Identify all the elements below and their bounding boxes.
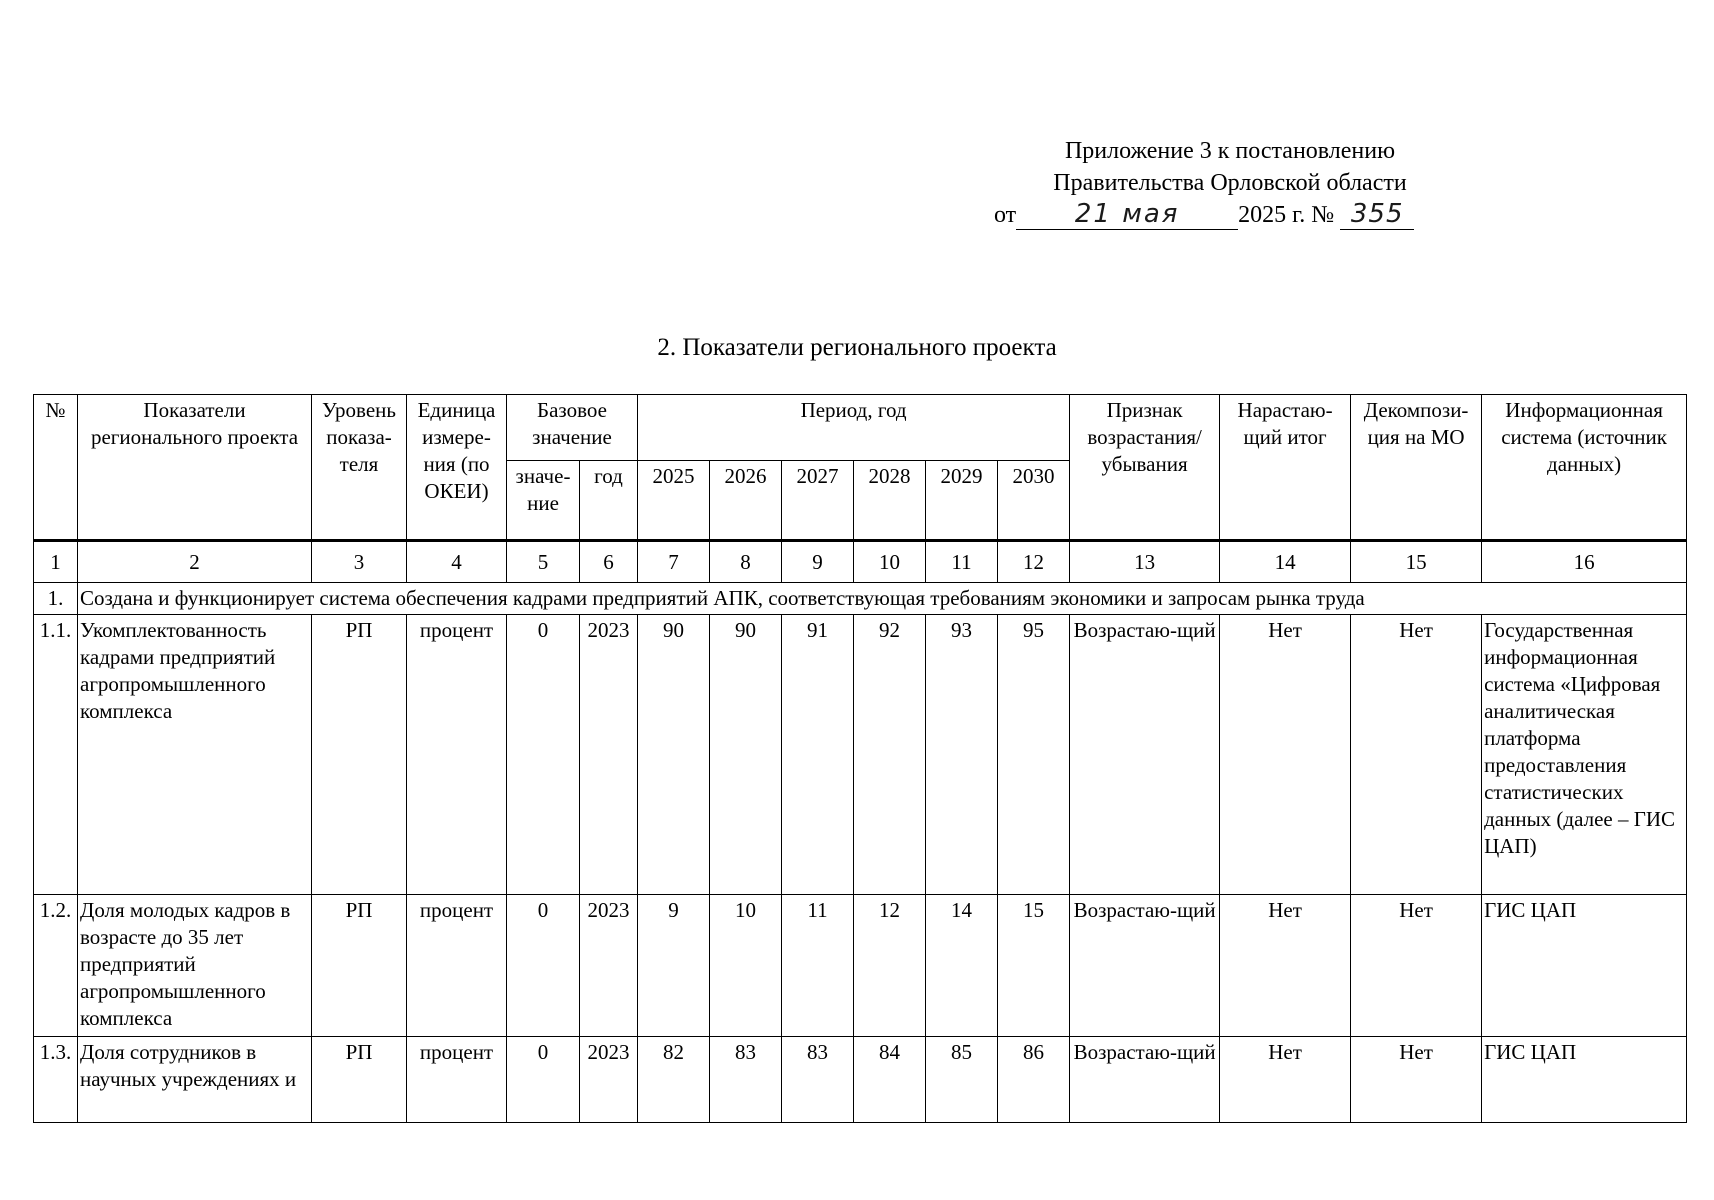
row-no: 1.1. [34,615,78,895]
row-no: 1.3. [34,1037,78,1123]
section-row [34,583,1687,615]
table-row [34,615,1687,895]
header-base: Базовое значение [507,395,638,461]
header-level: Уровень показа-теля [312,395,407,541]
table-row [34,895,1687,1037]
row-level: РП [312,1037,407,1123]
row-base-year: 2023 [580,895,638,1037]
header-base-year: год [580,461,638,541]
table-row [34,1037,1687,1123]
row-infosystem: ГИС ЦАП [1482,1037,1687,1123]
section-no: 1. [34,583,78,615]
row-value-2030: 15 [998,895,1070,1037]
header-year-2028: 2028 [854,461,926,541]
colnum: 3 [312,541,407,583]
row-value-2028: 84 [854,1037,926,1123]
handwritten-date: 21 мая [1016,203,1238,230]
row-decomposition: Нет [1351,895,1482,1037]
row-value-2030: 86 [998,1037,1070,1123]
colnum: 4 [407,541,507,583]
header-year-2030: 2030 [998,461,1070,541]
row-value-2025: 82 [638,1037,710,1123]
colnum: 7 [638,541,710,583]
row-value-2026: 90 [710,615,782,895]
row-indicator: Доля молодых кадров в возрасте до 35 лет предприятий агропромышленного комплекса [78,895,312,1037]
colnum: 10 [854,541,926,583]
row-trend: Возрастаю-щий [1070,895,1220,1037]
row-base-year: 2023 [580,615,638,895]
colnum: 8 [710,541,782,583]
appendix-line-2: Правительства Орловской области [1053,170,1407,196]
row-level: РП [312,895,407,1037]
row-base-value: 0 [507,1037,580,1123]
row-indicator: Укомплектованность кадрами предприятий агропромышленного комплекса [78,615,312,895]
colnum: 1 [34,541,78,583]
section-title: Создана и функционирует система обеспечения кадрами предприятий АПК, соответствующая требованиям экономики и запросам рынка труда [78,583,1687,615]
row-base-value: 0 [507,895,580,1037]
header-year-2025: 2025 [638,461,710,541]
document-title: 2. Показатели регионального проекта [657,334,1057,361]
from-prefix: от [994,202,1017,228]
header-year-2027: 2027 [782,461,854,541]
colnum: 16 [1482,541,1687,583]
row-value-2030: 95 [998,615,1070,895]
row-trend: Возрастаю-щий [1070,615,1220,895]
row-value-2026: 83 [710,1037,782,1123]
row-level: РП [312,615,407,895]
row-value-2025: 9 [638,895,710,1037]
colnum: 11 [926,541,998,583]
row-value-2029: 93 [926,615,998,895]
appendix-line-1: Приложение 3 к постановлению [1064,138,1396,164]
row-cumulative: Нет [1220,1037,1351,1123]
row-infosystem: Государственная информационная система «Цифровая аналитическая платформа предоставления статистических данных (далее – ГИС ЦАП) [1482,615,1687,895]
row-base-value: 0 [507,615,580,895]
colnum: 6 [580,541,638,583]
row-cumulative: Нет [1220,895,1351,1037]
row-indicator: Доля сотрудников в научных учреждениях и [78,1037,312,1123]
row-base-year: 2023 [580,1037,638,1123]
row-value-2025: 90 [638,615,710,895]
colnum: 13 [1070,541,1220,583]
header-cumulative: Нарастаю-щий итог [1220,395,1351,541]
row-cumulative: Нет [1220,615,1351,895]
row-value-2027: 83 [782,1037,854,1123]
header-unit: Единица измере-ния (по ОКЕИ) [407,395,507,541]
colnum: 12 [998,541,1070,583]
row-unit: процент [407,1037,507,1123]
header-infosystem: Информационная система (источник данных) [1482,395,1687,541]
colnum: 9 [782,541,854,583]
row-value-2027: 11 [782,895,854,1037]
row-value-2026: 10 [710,895,782,1037]
header-base-value: значе-ние [507,461,580,541]
header-trend: Признак возрастания/ убывания [1070,395,1220,541]
handwritten-number: 355 [1340,203,1414,230]
table-header [34,395,1687,541]
column-numbers-row [34,541,1687,583]
row-value-2029: 85 [926,1037,998,1123]
header-year-2026: 2026 [710,461,782,541]
appendix-header [990,135,1470,231]
colnum: 14 [1220,541,1351,583]
row-trend: Возрастаю-щий [1070,1037,1220,1123]
table-body [34,541,1687,1123]
year-text: 2025 г. № [1238,202,1335,228]
colnum: 2 [78,541,312,583]
row-decomposition: Нет [1351,615,1482,895]
row-value-2028: 92 [854,615,926,895]
row-infosystem: ГИС ЦАП [1482,895,1687,1037]
row-unit: процент [407,895,507,1037]
row-unit: процент [407,615,507,895]
row-decomposition: Нет [1351,1037,1482,1123]
row-value-2027: 91 [782,615,854,895]
colnum: 5 [507,541,580,583]
header-no: № [34,395,78,541]
row-no: 1.2. [34,895,78,1037]
header-period: Период, год [638,395,1070,461]
row-value-2028: 12 [854,895,926,1037]
row-value-2029: 14 [926,895,998,1037]
header-year-2029: 2029 [926,461,998,541]
indicators-table [33,394,1687,1123]
appendix-date-line [990,199,1470,231]
header-decomposition: Декомпози-ция на МО [1351,395,1482,541]
colnum: 15 [1351,541,1482,583]
header-indicator: Показатели регионального проекта [78,395,312,541]
